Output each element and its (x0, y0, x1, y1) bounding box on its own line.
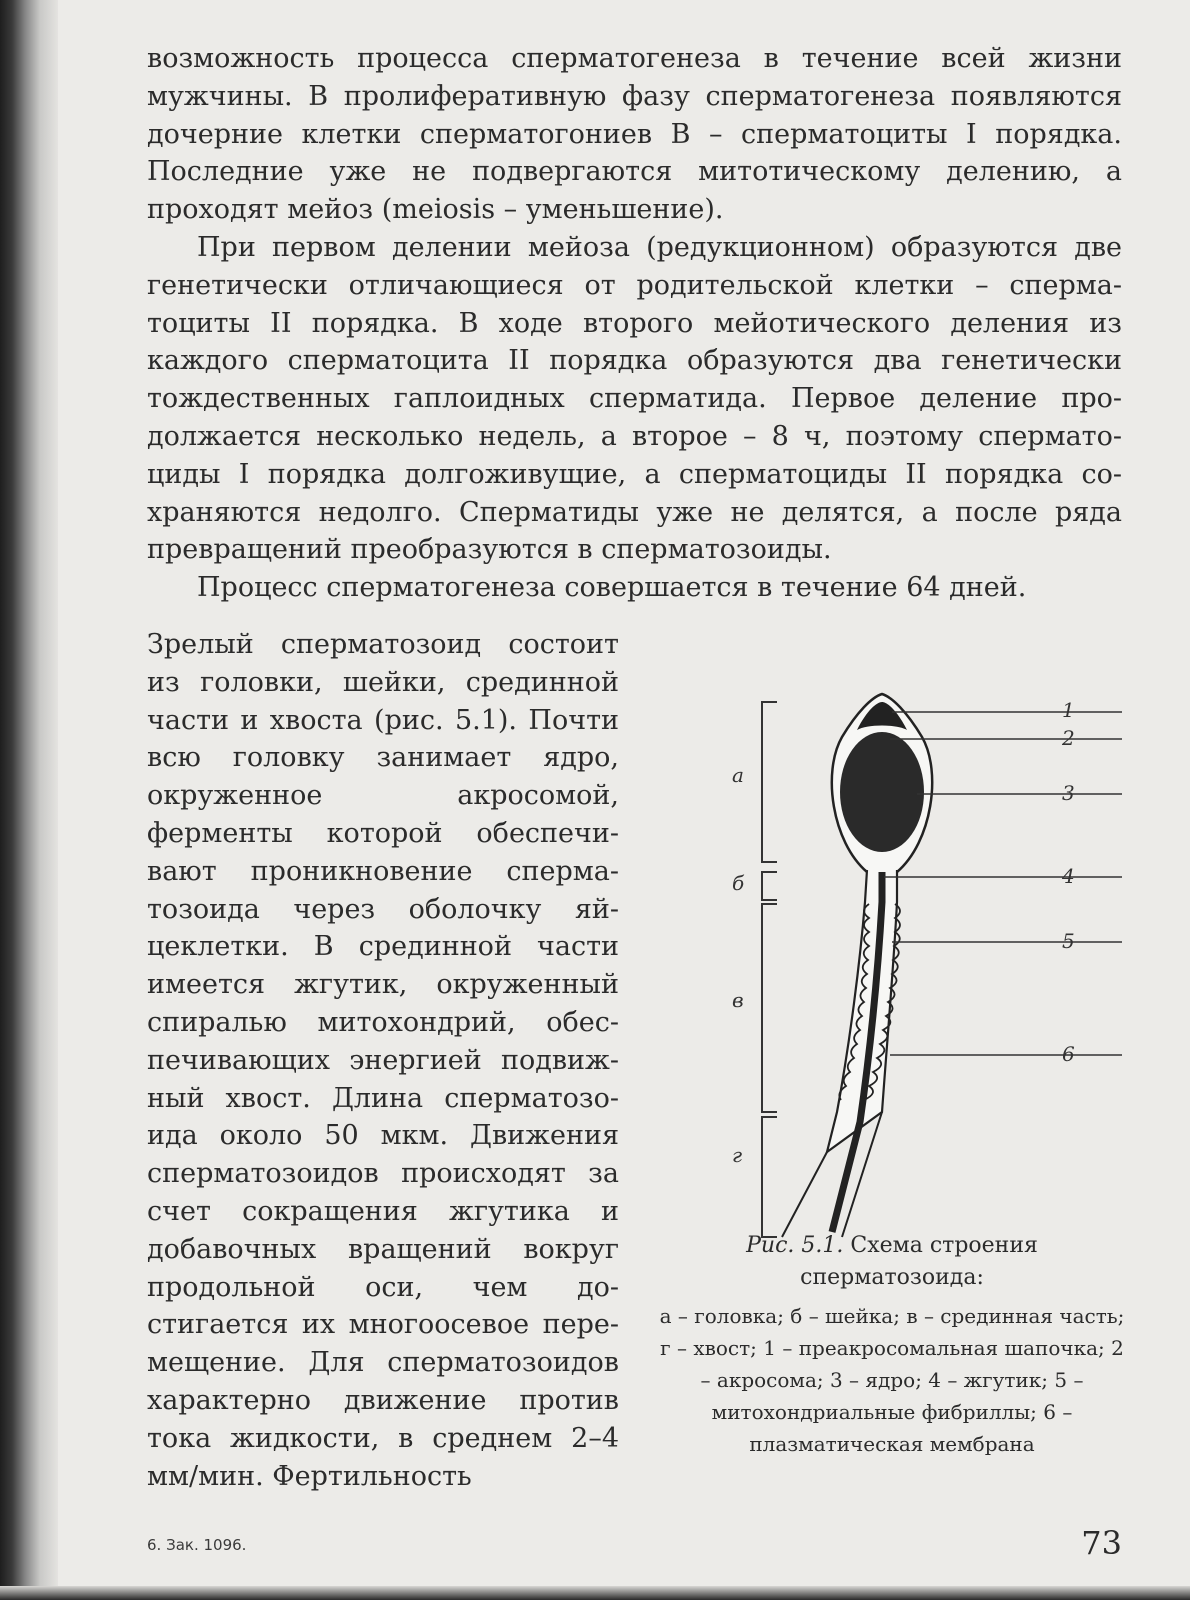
printing-note: 6. Зак. 1096. (147, 1536, 247, 1554)
paragraph-1: возможность процесса сперматогенеза в течение всей жизни мужчины. В пролиферативную фазу сперматогенеза появляются дочерние клетки сперматогониев В – сперматоциты I порядка. Последние уже не подвергаются митотическому делению, а проходят мейоз (meiosis – уменьшение). (147, 43, 1122, 226)
nucleus (840, 732, 924, 852)
label-2: 2 (1062, 726, 1075, 750)
book-spine-shadow (0, 0, 58, 1600)
label-g: г (732, 1143, 743, 1167)
label-3: 3 (1062, 781, 1075, 805)
page-number: 73 (1081, 1524, 1122, 1562)
label-v: в (732, 988, 744, 1012)
paragraph-2: При первом делении мейоза (редукционном) образуются две генетически отличающиеся от родительской клетки – сперматоциты II порядка. В ходе второго мейотического деления из каждого сперматоцита II порядка образуются два генетически тождественных гаплоидных сперматида. Первое деление продолжается несколько недель, а второе – 8 ч, поэтому сперматоциды I порядка долгоживущие, а сперматоциды II порядка сохраняются недолго. Сперматиды уже не делятся, а после ряда превращений преобразуются в сперматозоиды. (147, 231, 1122, 566)
column-paragraph: Зрелый сперматозоид состоит из головки, шейки, срединной части и хвоста (рис. 5.1). Почти всю головку занимает ядро, окруженное акросомой, ферменты которой обеспечивают проникновение сперматозоида через оболочку яйцеклетки. В срединной части имеется жгутик, окруженный спиралью митохондрий, обеспечивающих энергией подвижный хвост. Длина сперматозоида около 50 мкм. Движения сперматозоидов происходят за счет сокращения жгутика и добавочных вращений вокруг продольной оси, чем достигается их многоосевое перемещение. Для сперматозоидов характерно движение против тока жидкости, в среднем 2–4 мм/мин. Фертильность (147, 629, 619, 1492)
label-1: 1 (1062, 698, 1075, 722)
sperm-structure-figure (732, 642, 1122, 1242)
caption-legend: а – головка; б – шейка; в – срединная часть; г – хвост; 1 – преакросомальная шапочка; 2 – акросома; 3 – ядро; 4 – жгутик; 5 – митохондриальные фибриллы; 6 – плазматическая мембрана (659, 1304, 1125, 1456)
figure-caption (657, 1230, 1127, 1460)
caption-title-text: Схема строения сперматозоида: (800, 1233, 1038, 1290)
label-6: 6 (1062, 1042, 1075, 1066)
sperm-diagram (732, 642, 1122, 1242)
region-brackets (762, 702, 777, 1237)
label-4: 4 (1062, 864, 1075, 888)
paragraph-3: Процесс сперматогенеза совершается в течение 64 дней. (197, 572, 1027, 604)
page-bottom-edge (0, 1586, 1190, 1600)
book-page (147, 40, 1125, 1585)
label-a: а (732, 763, 744, 787)
label-5: 5 (1062, 929, 1075, 953)
caption-ref: Рис. 5.1. (746, 1233, 844, 1258)
label-b: б (732, 871, 745, 895)
caption-title (657, 1230, 1127, 1294)
